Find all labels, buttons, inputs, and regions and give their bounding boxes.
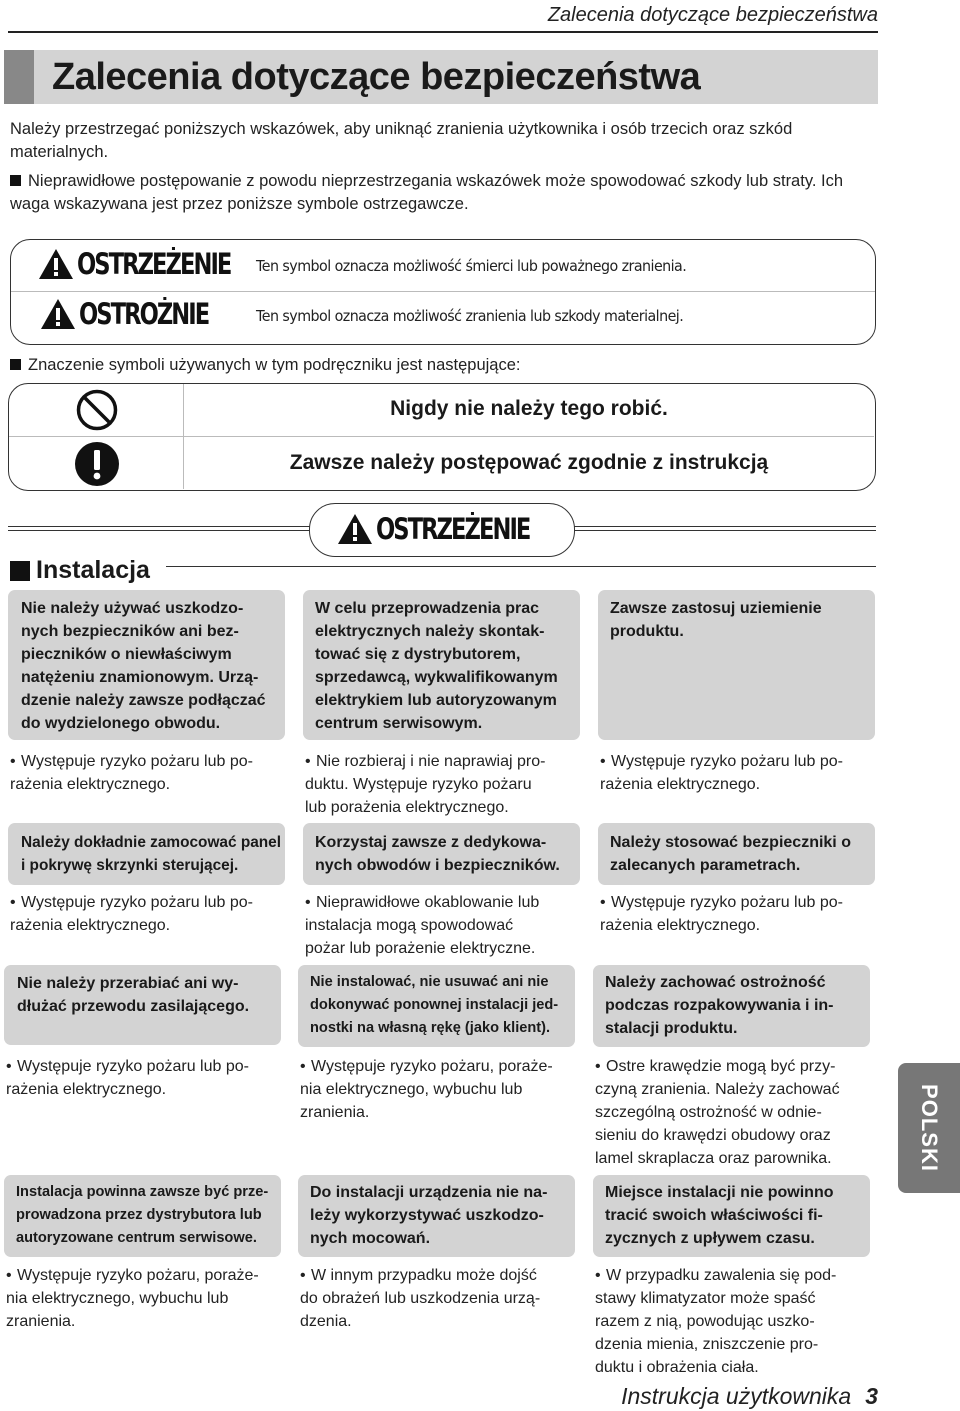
warning-note: • Ostre krawędzie mogą być przy- czyną zranienia. Należy zachować szczególną ostrożność w odnie- sieniu do krawędzi obudowy oraz lamel skraplacza oraz parownika. <box>595 1058 840 1167</box>
page-number: 3 <box>865 1383 878 1409</box>
warning-note-text: Nie rozbieraj i nie naprawiaj pro- duktu. Występuje ryzyko pożaru lub porażenia elektrycznego. <box>305 753 546 816</box>
caution-label: OSTROŻNIE <box>79 297 209 331</box>
page-title: Zalecenia dotyczące bezpieczeństwa <box>52 56 701 98</box>
title-bar-marker <box>4 50 34 104</box>
symbol-meaning-always: Zawsze należy postępować zgodnie z instrukcją <box>289 451 769 474</box>
warning-banner-label: OSTRZEŻENIE <box>376 512 530 546</box>
warning-box-text: Nie instalować, nie usuwać ani nie dokonywać ponownej instalacji jed- nostki na własną rękę (jako klient). <box>310 974 559 1036</box>
intro-bullet-1 <box>10 170 870 216</box>
language-tab-label: POLSKI <box>917 1084 942 1172</box>
section-double-rule-right <box>574 526 876 531</box>
square-bullet-icon <box>10 359 21 370</box>
warning-note: • Występuje ryzyko pożaru lub po- rażenia elektrycznego. <box>10 894 253 934</box>
warning-note-text: Ostre krawędzie mogą być przy- czyną zranienia. Należy zachować szczególną ostrożność w odnie- sieniu do krawędzi obudowy oraz lamel skraplacza oraz parownika. <box>595 1058 840 1167</box>
warning-triangle-icon <box>337 513 373 550</box>
warning-note-text: Występuje ryzyko pożaru lub po- rażenia elektrycznego. <box>10 753 253 793</box>
warning-note-text: Występuje ryzyko pożaru, poraże- nia elektrycznego, wybuchu lub zranienia. <box>6 1267 259 1330</box>
running-header: Zalecenia dotyczące bezpieczeństwa <box>547 4 878 26</box>
warning-note: • W przypadku zawalenia się pod- stawy klimatyzator może spaść razem z nią, powodując uszko- dzenia mienia, zniszczenie pro- duktu i obrażenia ciała. <box>595 1267 837 1376</box>
warning-note-text: Nieprawidłowe okablowanie lub instalacja mogą spowodować pożar lub porażenie elektryczne. <box>305 894 540 957</box>
warning-note: • Występuje ryzyko pożaru, poraże- nia elektrycznego, wybuchu lub zranienia. <box>300 1058 553 1121</box>
warning-note: • Występuje ryzyko pożaru lub po- rażenia elektrycznego. <box>600 894 843 934</box>
warning-box-text: Zawsze zastosuj uziemienie produktu. <box>610 600 822 640</box>
section-double-rule-left <box>8 526 310 531</box>
warning-description: Ten symbol oznacza możliwość śmierci lub poważnego zranienia. <box>256 257 687 275</box>
warning-note: • Nieprawidłowe okablowanie lub instalacja mogą spowodować pożar lub porażenie elektryczne. <box>305 894 540 957</box>
warning-note-text: Występuje ryzyko pożaru lub po- rażenia elektrycznego. <box>600 894 843 934</box>
warning-triangle-icon <box>38 248 74 285</box>
section-heading: Instalacja <box>36 556 150 584</box>
warning-note: • Występuje ryzyko pożaru lub po- rażenia elektrycznego. <box>6 1058 249 1098</box>
intro-bullet-1-text: Nieprawidłowe postępowanie z powodu nieprzestrzegania wskazówek może spowodować szkody lub straty. Ich waga wskazywana jest przez poniższe symbole ostrzegawcze. <box>10 172 844 213</box>
warning-box-text: W celu przeprowadzenia prac elektrycznych należy skontak- tować się z dystrybutorem, sprzedawcą, wykwalifikowanym elektrykiem lub autoryzowanym centrum serwisowym. <box>315 600 558 732</box>
warning-note: • Występuje ryzyko pożaru lub po- rażenia elektrycznego. <box>10 753 253 793</box>
warning-note-text: Występuje ryzyko pożaru lub po- rażenia elektrycznego. <box>10 894 253 934</box>
symbols-horizontal-divider <box>9 436 874 437</box>
warning-box-text: Do instalacji urządzenia nie na- leży wykorzystywać uszkodzo- nych mocowań. <box>310 1184 548 1247</box>
header-rule <box>8 31 878 33</box>
caution-description: Ten symbol oznacza możliwość zranienia lub szkody materialnej. <box>256 307 684 325</box>
warning-box-text: Należy dokładnie zamocować panel i pokrywę skrzynki sterującej. <box>21 834 282 874</box>
section-square-icon <box>10 561 30 581</box>
section-rule <box>166 566 876 567</box>
language-tab-label-wrap <box>898 1063 960 1193</box>
intro-paragraph: Należy przestrzegać poniższych wskazówek, aby uniknąć zranienia użytkownika i osób trzecich oraz szkód materialnych. <box>10 120 793 161</box>
warning-note-text: Występuje ryzyko pożaru, poraże- nia elektrycznego, wybuchu lub zranienia. <box>300 1058 553 1121</box>
warning-note-text: W przypadku zawalenia się pod- stawy klimatyzator może spaść razem z nią, powodując uszko- dzenia mienia, zniszczenie pro- duktu i obrażenia ciała. <box>595 1267 837 1376</box>
warning-box-text: Korzystaj zawsze z dedykowa- nych obwodów i bezpieczników. <box>315 834 560 874</box>
exclamation-circle-icon <box>74 441 120 492</box>
warning-note: • Występuje ryzyko pożaru lub po- rażenia elektrycznego. <box>600 753 843 793</box>
warning-note-text: Występuje ryzyko pożaru lub po- rażenia elektrycznego. <box>6 1058 249 1098</box>
warning-note: • W innym przypadku może dojść do obrażeń lub uszkodzenia urzą- dzenia. <box>300 1267 541 1330</box>
legend-divider <box>11 291 875 292</box>
symbol-meaning-never: Nigdy nie należy tego robić. <box>390 397 668 420</box>
warning-box-text: Należy stosować bezpieczniki o zalecanych parametrach. <box>610 834 851 874</box>
square-bullet-icon <box>10 175 21 186</box>
footer <box>621 1383 878 1410</box>
warning-note-text: W innym przypadku może dojść do obrażeń lub uszkodzenia urzą- dzenia. <box>300 1267 541 1330</box>
warning-box-text: Instalacja powinna zawsze być prze- prowadzona przez dystrybutora lub autoryzowane centrum serwisowe. <box>16 1184 269 1246</box>
prohibition-icon <box>75 388 119 437</box>
warning-box-text: Miejsce instalacji nie powinno tracić swoich właściwości fi- zycznych z upływem czasu. <box>605 1184 834 1247</box>
warning-box-text: Nie należy używać uszkodzo- nych bezpieczników ani bez- pieczników o niewłaściwym natężeniu znamionowym. Urzą- dzenie należy zawsze podłączać do wydzielonego obwodu. <box>21 600 266 732</box>
warning-label: OSTRZEŻENIE <box>77 247 231 281</box>
warning-note: • Nie rozbieraj i nie naprawiaj pro- duktu. Występuje ryzyko pożaru lub porażenia elektrycznego. <box>305 753 546 816</box>
caution-triangle-icon <box>40 298 76 335</box>
warning-box-text: Nie należy przerabiać ani wy- dłużać przewodu zasilającego. <box>17 975 250 1015</box>
warning-box-text: Należy zachować ostrożność podczas rozpakowywania i in- stalacji produktu. <box>605 974 834 1037</box>
warning-note: • Występuje ryzyko pożaru, poraże- nia elektrycznego, wybuchu lub zranienia. <box>6 1267 259 1330</box>
intro-bullet-2 <box>10 354 520 377</box>
intro-bullet-2-text: Znaczenie symboli używanych w tym podręczniku jest następujące: <box>28 356 521 374</box>
warning-note-text: Występuje ryzyko pożaru lub po- rażenia elektrycznego. <box>600 753 843 793</box>
footer-text: Instrukcja użytkownika <box>621 1383 852 1409</box>
